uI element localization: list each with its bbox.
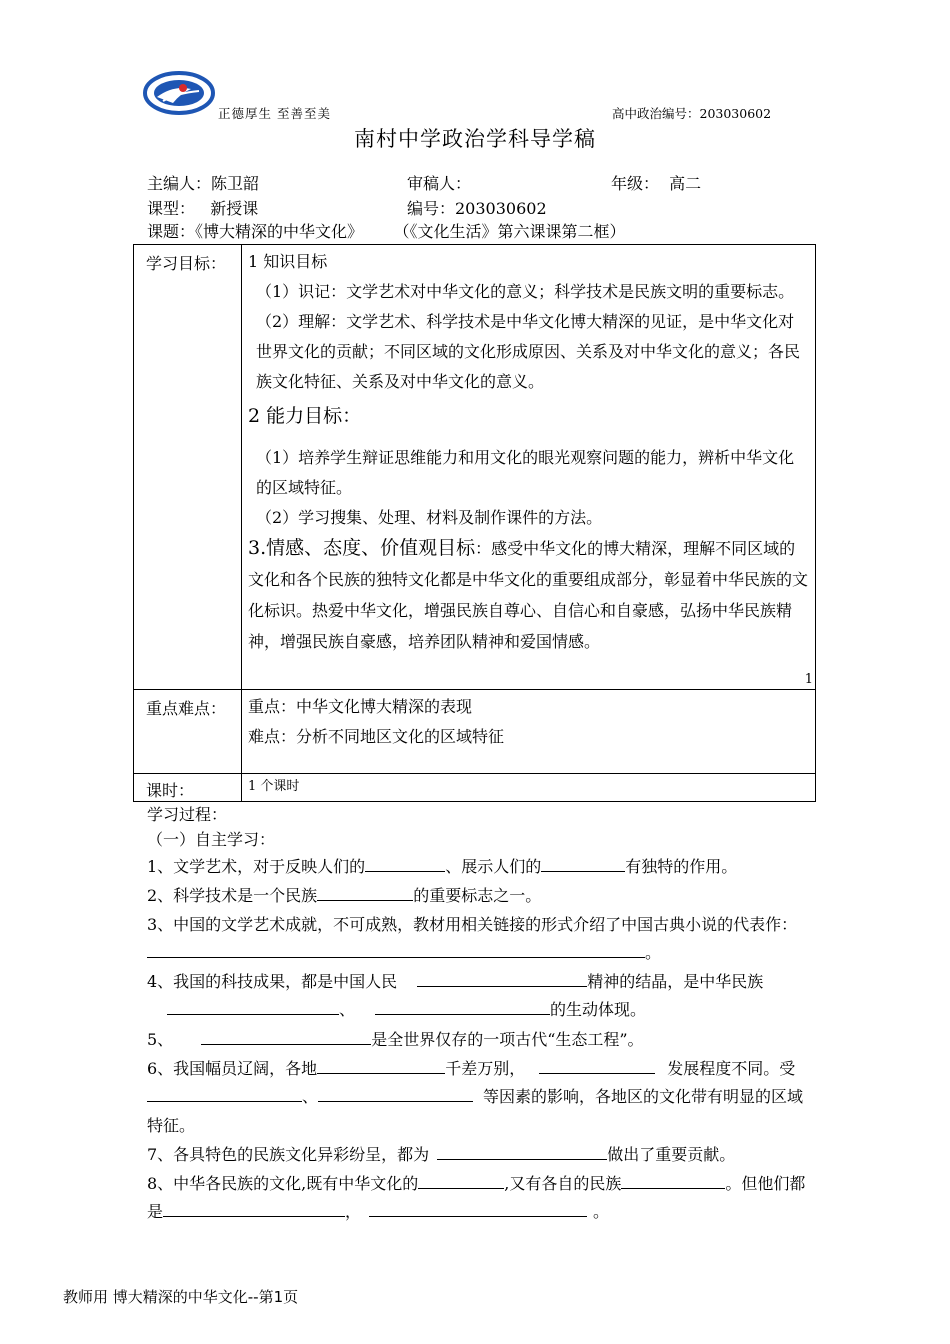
question-1: [147, 853, 812, 881]
objectives-table: [133, 244, 816, 802]
goal3-title: 3.情感、态度、价值观目标: [248, 537, 476, 559]
q8-text-a: 8、中华各民族的文化,既有中华文化的: [147, 1174, 419, 1193]
hard-point: 难点：分析不同地区文化的区域特征: [248, 727, 505, 746]
goal1-recall: （1）识记：文学艺术对中华文化的意义；科学技术是民族文明的重要标志。: [256, 282, 795, 301]
blank-input[interactable]: [418, 1171, 504, 1189]
q1-text-c: 有独特的作用。: [625, 857, 738, 876]
hours-label: 课时：: [134, 774, 242, 802]
blank-input[interactable]: [417, 969, 587, 987]
q8-text-d: ，: [345, 1202, 362, 1222]
grade-field: 年级： 高二: [611, 174, 702, 193]
blank-input[interactable]: [375, 997, 550, 1015]
blank-input[interactable]: [365, 854, 445, 872]
lesson-topic: 课题：《博大精深的中华文化》 （《文化生活》第六课课第二框）: [147, 222, 626, 241]
document-code: 高中政治编号：203030602: [612, 106, 772, 121]
key-content: [242, 690, 816, 774]
question-5: [147, 1026, 812, 1054]
question-6: [147, 1055, 812, 1140]
hours-value: 1 个课时: [242, 774, 816, 802]
q7-text-b: 做出了重要贡献。: [607, 1145, 736, 1164]
q6-text-a: 6、我国幅员辽阔，各地: [147, 1059, 318, 1078]
reviewer-field: 审稿人：: [407, 174, 472, 193]
q4-text-a: 4、我国的科技成果，都是中国人民: [147, 972, 398, 991]
q3-text-b: 。: [645, 943, 662, 963]
blank-input[interactable]: [541, 854, 625, 872]
q8-text-b: ,又有各自的民族: [504, 1174, 622, 1193]
goal1-title: 1 知识目标: [248, 252, 328, 271]
q4-text-d: 的生动体现。: [550, 1000, 647, 1020]
blank-input[interactable]: [539, 1056, 655, 1074]
page-footer: 教师用 博大精深的中华文化--第1页: [63, 1288, 299, 1306]
q2-text-b: 的重要标志之一。: [413, 886, 542, 905]
q8-text-e: 。: [593, 1202, 610, 1222]
q6-text-c: 发展程度不同。受: [667, 1059, 796, 1078]
blank-input[interactable]: [317, 1056, 445, 1074]
blank-input[interactable]: [437, 1142, 607, 1160]
process-heading: 学习过程：: [147, 805, 228, 824]
goal2-item1: （1）培养学生辩证思维能力和用文化的眼光观察问题的能力，辨析中华文化的区域特征。: [256, 448, 795, 497]
number-field: 编号：203030602: [407, 199, 547, 218]
key-label: 重点难点：: [134, 690, 242, 774]
q2-text-a: 2、科学技术是一个民族: [147, 886, 318, 905]
school-motto: 正德厚生 至善至美: [218, 106, 331, 121]
q6-text-d: 、: [302, 1087, 319, 1107]
blank-input[interactable]: [147, 940, 645, 958]
q3-text-a: 3、中国的文学艺术成就，不可成熟，教材用相关链接的形式介绍了中国古典小说的代表作：: [147, 915, 798, 934]
q7-text-a: 7、各具特色的民族文化异彩纷呈，都为: [147, 1145, 430, 1164]
goals-label: 学习目标：: [134, 245, 242, 690]
page-mark: 1: [804, 672, 813, 687]
question-7: [147, 1141, 812, 1169]
goal2-title: 2 能力目标：: [248, 405, 362, 427]
key-point: 重点：中华文化博大精深的表现: [248, 697, 473, 716]
question-8: [147, 1170, 812, 1227]
goal1-understand: （2）理解：文学艺术、科学技术是中华文化博大精深的见证，是中华文化对世界文化的贡献；不同区域的文化形成原因、关系及对中华文化的意义；各民族文化特征、关系及对中华文化的意义。: [256, 312, 801, 391]
q6-text-b: 千差万别，: [445, 1059, 526, 1078]
editor-field: 主编人：陈卫韶: [147, 174, 260, 193]
blank-input[interactable]: [369, 1199, 587, 1217]
blank-input[interactable]: [163, 1199, 345, 1217]
blank-input[interactable]: [317, 883, 413, 901]
q6-text-e: 等因素的影响，各地区的文化带有明显的区域特征。: [147, 1087, 804, 1135]
goal2-item2: （2）学习搜集、处理、材料及制作课件的方法。: [256, 508, 603, 527]
q4-text-c: 、: [339, 1000, 356, 1020]
blank-input[interactable]: [621, 1171, 725, 1189]
blank-input[interactable]: [167, 997, 339, 1015]
lesson-type-field: 课型： 新授课: [147, 199, 259, 218]
blank-input[interactable]: [318, 1084, 473, 1102]
blank-input[interactable]: [147, 1084, 302, 1102]
q8-text-c: 。但他们都是: [147, 1174, 806, 1222]
q1-text-b: 、展示人们的: [445, 857, 542, 876]
school-logo: [143, 71, 215, 115]
question-4: [147, 968, 812, 1025]
self-study-heading: （一）自主学习：: [147, 830, 276, 849]
goals-content: [242, 245, 816, 690]
q1-text-a: 1、文学艺术，对于反映人们的: [147, 857, 366, 876]
question-3: [147, 911, 812, 968]
question-2: [147, 882, 812, 910]
q5-text-a: 5、: [147, 1030, 174, 1049]
blank-input[interactable]: [201, 1027, 371, 1045]
page-title: 南村中学政治学科导学稿: [354, 127, 596, 151]
q4-text-b: 精神的结晶，是中华民族: [587, 972, 764, 991]
q5-text-b: 是全世界仅存的一项古代“生态工程”。: [371, 1030, 644, 1049]
goal3-text: ：感受中华文化的博大精深，理解不同区域的文化和各个民族的独特文化都是中华文化的重要组成部分，彰显着中华民族的文化标识。热爱中华文化，增强民族自尊心、自信心和自豪感，弘扬中华民族精神，增强民族自豪感，培养团队精神和爱国情感。: [248, 539, 809, 651]
goal3-block: [248, 533, 809, 657]
